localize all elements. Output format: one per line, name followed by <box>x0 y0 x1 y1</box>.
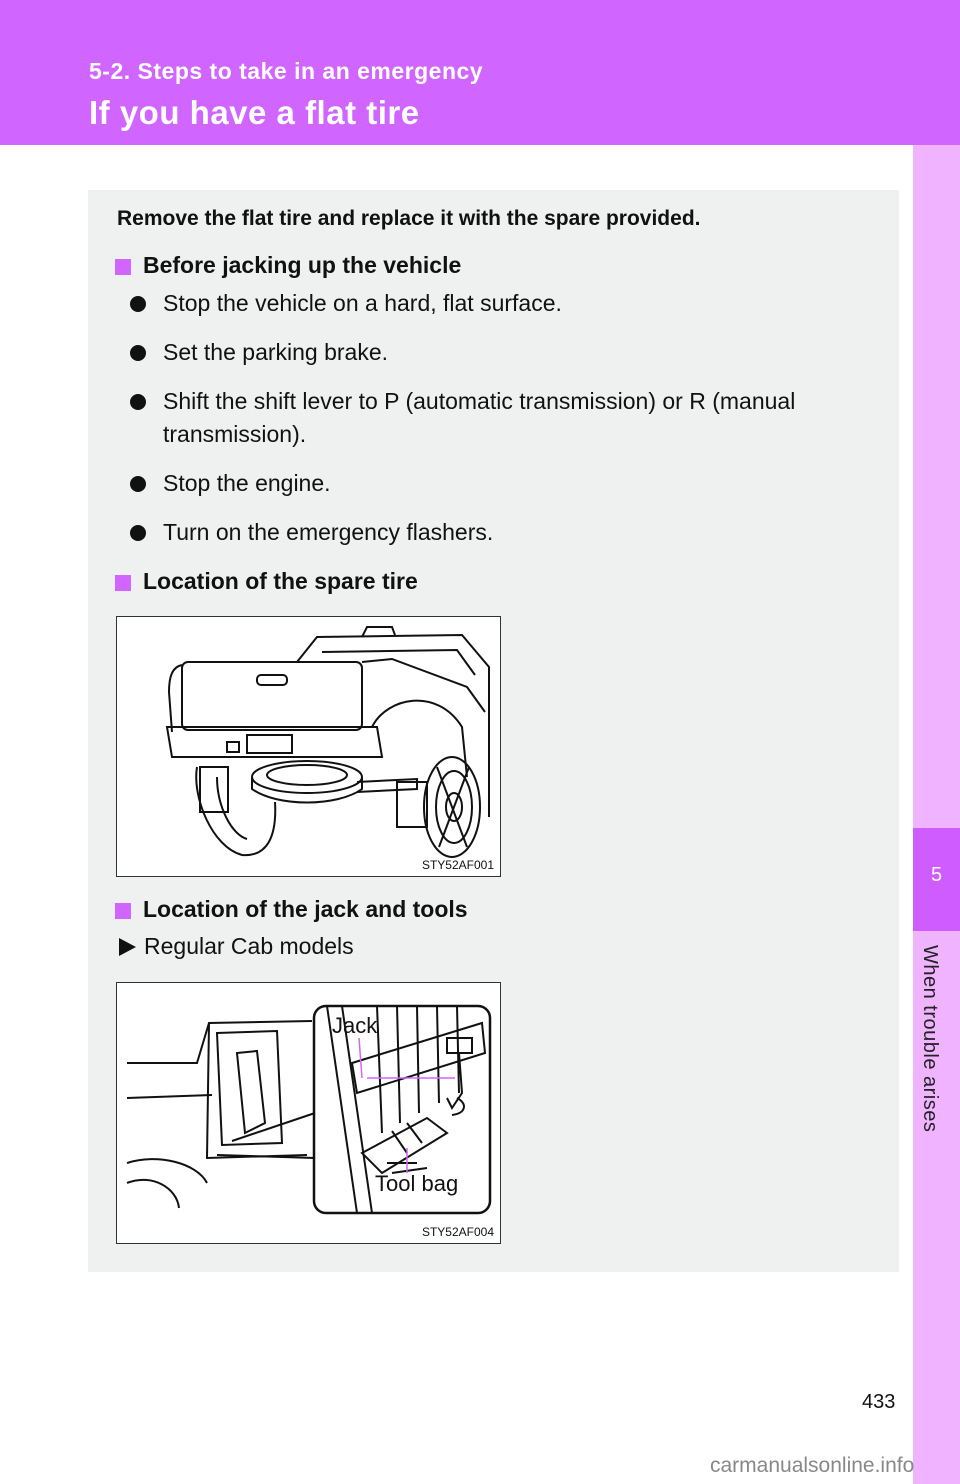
heading-jack-tools <box>115 896 468 923</box>
chapter-title: When trouble arises <box>919 945 941 1133</box>
cab-interior-illustration <box>117 983 500 1243</box>
bullet-icon <box>130 394 146 410</box>
chapter-number: 5 <box>930 864 943 886</box>
square-bullet-icon <box>115 575 131 591</box>
list-item-text: Stop the engine. <box>163 470 331 496</box>
model-label-text: Regular Cab models <box>144 933 354 959</box>
list-item <box>128 385 888 451</box>
heading-spare-tire <box>115 568 418 595</box>
list-item-text: Shift the shift lever to P (automatic transmission) or R (manual transmission). <box>163 388 796 447</box>
side-tab <box>913 145 960 1484</box>
bullet-icon <box>130 525 146 541</box>
list-item <box>128 516 888 549</box>
list-item-text: Turn on the emergency flashers. <box>163 519 494 545</box>
model-label <box>119 933 354 960</box>
figure-code: STY52AF004 <box>421 1225 494 1239</box>
truck-rear-illustration <box>117 617 500 876</box>
label-tool-bag: Tool bag <box>375 1171 459 1196</box>
page-number: 433 <box>862 1391 896 1413</box>
figure-code: STY52AF001 <box>421 858 494 872</box>
list-item <box>128 287 888 320</box>
list-item <box>128 336 888 369</box>
header-bar <box>0 0 960 145</box>
content-panel <box>88 190 899 1272</box>
heading-text: Location of the jack and tools <box>143 896 468 922</box>
intro-text: Remove the flat tire and replace it with the spare provided. <box>117 207 701 230</box>
arrow-right-icon <box>119 938 136 956</box>
square-bullet-icon <box>115 903 131 919</box>
figure-spare-tire <box>116 616 501 877</box>
heading-text: Before jacking up the vehicle <box>143 252 462 278</box>
bullet-icon <box>130 476 146 492</box>
heading-before-jacking <box>115 252 461 279</box>
list-item-text: Stop the vehicle on a hard, flat surface. <box>163 290 562 316</box>
page-title: If you have a flat tire <box>89 94 420 131</box>
label-jack: Jack <box>332 1013 378 1038</box>
square-bullet-icon <box>115 259 131 275</box>
bullet-icon <box>130 296 146 312</box>
chapter-tab[interactable] <box>913 828 960 931</box>
section-label: 5-2. Steps to take in an emergency <box>89 58 484 84</box>
watermark: carmanualsonline.info <box>710 1454 915 1477</box>
list-item <box>128 467 888 500</box>
list-item-text: Set the parking brake. <box>163 339 389 365</box>
bullet-icon <box>130 345 146 361</box>
figure-jack-tools <box>116 982 501 1244</box>
heading-text: Location of the spare tire <box>143 568 418 594</box>
